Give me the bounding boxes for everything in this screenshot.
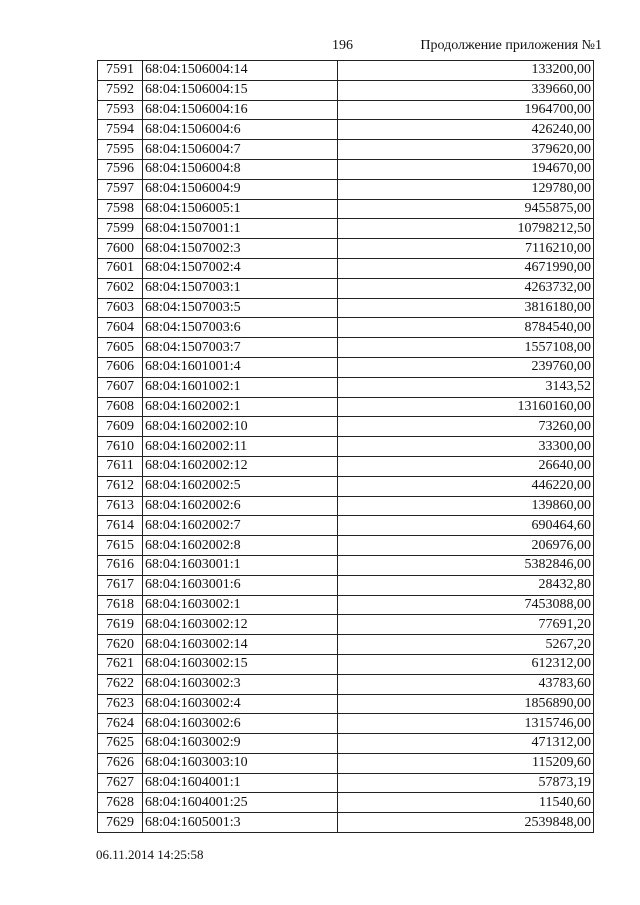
row-number-cell: 7609 <box>98 417 143 437</box>
row-number-cell: 7604 <box>98 318 143 338</box>
cadastral-number-cell: 68:04:1605001:3 <box>143 813 338 833</box>
table-row <box>98 476 594 496</box>
row-number-cell: 7607 <box>98 377 143 397</box>
cadastral-number-cell: 68:04:1604001:25 <box>143 793 338 813</box>
table-row <box>98 338 594 358</box>
cadastral-value-cell: 206976,00 <box>338 536 594 556</box>
cadastral-value-cell: 33300,00 <box>338 437 594 457</box>
table-row <box>98 239 594 259</box>
cadastral-value-cell: 10798212,50 <box>338 219 594 239</box>
cadastral-number-cell: 68:04:1601002:1 <box>143 377 338 397</box>
table-row <box>98 575 594 595</box>
row-number-cell: 7614 <box>98 516 143 536</box>
row-number-cell: 7605 <box>98 338 143 358</box>
table-row <box>98 258 594 278</box>
row-number-cell: 7601 <box>98 258 143 278</box>
table-row <box>98 615 594 635</box>
cadastral-value-cell: 73260,00 <box>338 417 594 437</box>
cadastral-value-cell: 194670,00 <box>338 159 594 179</box>
cadastral-number-cell: 68:04:1603002:14 <box>143 635 338 655</box>
table-row <box>98 595 594 615</box>
row-number-cell: 7627 <box>98 773 143 793</box>
cadastral-value-cell: 3816180,00 <box>338 298 594 318</box>
cadastral-value-cell: 115209,60 <box>338 753 594 773</box>
table-row <box>98 654 594 674</box>
cadastral-value-cell: 11540,60 <box>338 793 594 813</box>
table-row <box>98 278 594 298</box>
table-row <box>98 555 594 575</box>
cadastral-value-cell: 9455875,00 <box>338 199 594 219</box>
cadastral-number-cell: 68:04:1604001:1 <box>143 773 338 793</box>
cadastral-number-cell: 68:04:1602002:6 <box>143 496 338 516</box>
row-number-cell: 7625 <box>98 734 143 754</box>
cadastral-number-cell: 68:04:1506004:7 <box>143 140 338 160</box>
cadastral-number-cell: 68:04:1603002:3 <box>143 674 338 694</box>
row-number-cell: 7594 <box>98 120 143 140</box>
cadastral-number-cell: 68:04:1603002:12 <box>143 615 338 635</box>
row-number-cell: 7599 <box>98 219 143 239</box>
table-row <box>98 635 594 655</box>
table-row <box>98 61 594 81</box>
table-row <box>98 793 594 813</box>
cadastral-value-cell: 5382846,00 <box>338 555 594 575</box>
row-number-cell: 7613 <box>98 496 143 516</box>
row-number-cell: 7610 <box>98 437 143 457</box>
cadastral-value-cell: 471312,00 <box>338 734 594 754</box>
row-number-cell: 7597 <box>98 179 143 199</box>
table-row <box>98 714 594 734</box>
row-number-cell: 7621 <box>98 654 143 674</box>
cadastral-number-cell: 68:04:1603003:10 <box>143 753 338 773</box>
table-row <box>98 120 594 140</box>
table-row <box>98 694 594 714</box>
row-number-cell: 7596 <box>98 159 143 179</box>
table-row <box>98 674 594 694</box>
cadastral-number-cell: 68:04:1603001:1 <box>143 555 338 575</box>
cadastral-value-cell: 57873,19 <box>338 773 594 793</box>
table-row <box>98 456 594 476</box>
table-row <box>98 318 594 338</box>
row-number-cell: 7617 <box>98 575 143 595</box>
print-timestamp: 06.11.2014 14:25:58 <box>96 847 204 862</box>
cadastral-value-cell: 446220,00 <box>338 476 594 496</box>
table-row <box>98 179 594 199</box>
cadastral-number-cell: 68:04:1602002:7 <box>143 516 338 536</box>
cadastral-value-table <box>97 60 594 833</box>
row-number-cell: 7592 <box>98 80 143 100</box>
cadastral-value-cell: 133200,00 <box>338 61 594 81</box>
cadastral-number-cell: 68:04:1602002:11 <box>143 437 338 457</box>
page-number: 196 <box>332 38 353 53</box>
cadastral-number-cell: 68:04:1603002:6 <box>143 714 338 734</box>
cadastral-value-cell: 2539848,00 <box>338 813 594 833</box>
table-row <box>98 357 594 377</box>
row-number-cell: 7619 <box>98 615 143 635</box>
row-number-cell: 7624 <box>98 714 143 734</box>
cadastral-number-cell: 68:04:1506004:16 <box>143 100 338 120</box>
table-row <box>98 140 594 160</box>
cadastral-number-cell: 68:04:1602002:8 <box>143 536 338 556</box>
continuation-label: Продолжение приложения №1 <box>420 38 602 53</box>
cadastral-number-cell: 68:04:1602002:5 <box>143 476 338 496</box>
table-row <box>98 773 594 793</box>
cadastral-number-cell: 68:04:1507002:3 <box>143 239 338 259</box>
row-number-cell: 7602 <box>98 278 143 298</box>
table-body <box>98 61 594 833</box>
table-row <box>98 536 594 556</box>
table-row <box>98 199 594 219</box>
cadastral-value-cell: 5267,20 <box>338 635 594 655</box>
row-number-cell: 7603 <box>98 298 143 318</box>
cadastral-value-cell: 13160160,00 <box>338 397 594 417</box>
row-number-cell: 7598 <box>98 199 143 219</box>
cadastral-number-cell: 68:04:1506004:6 <box>143 120 338 140</box>
cadastral-number-cell: 68:04:1507003:5 <box>143 298 338 318</box>
cadastral-number-cell: 68:04:1602002:10 <box>143 417 338 437</box>
table-row <box>98 753 594 773</box>
row-number-cell: 7628 <box>98 793 143 813</box>
cadastral-number-cell: 68:04:1507003:7 <box>143 338 338 358</box>
cadastral-value-cell: 7453088,00 <box>338 595 594 615</box>
table-row <box>98 397 594 417</box>
row-number-cell: 7611 <box>98 456 143 476</box>
row-number-cell: 7595 <box>98 140 143 160</box>
cadastral-number-cell: 68:04:1603002:1 <box>143 595 338 615</box>
table-row <box>98 813 594 833</box>
table-row <box>98 734 594 754</box>
table-row <box>98 159 594 179</box>
cadastral-value-cell: 1856890,00 <box>338 694 594 714</box>
cadastral-number-cell: 68:04:1507003:6 <box>143 318 338 338</box>
cadastral-value-cell: 1557108,00 <box>338 338 594 358</box>
cadastral-number-cell: 68:04:1601001:4 <box>143 357 338 377</box>
table-row <box>98 496 594 516</box>
cadastral-value-cell: 1315746,00 <box>338 714 594 734</box>
cadastral-value-cell: 3143,52 <box>338 377 594 397</box>
cadastral-value-cell: 426240,00 <box>338 120 594 140</box>
cadastral-number-cell: 68:04:1603002:9 <box>143 734 338 754</box>
row-number-cell: 7591 <box>98 61 143 81</box>
table-row <box>98 437 594 457</box>
cadastral-number-cell: 68:04:1603002:15 <box>143 654 338 674</box>
cadastral-value-cell: 139860,00 <box>338 496 594 516</box>
cadastral-value-cell: 1964700,00 <box>338 100 594 120</box>
row-number-cell: 7629 <box>98 813 143 833</box>
cadastral-value-cell: 28432,80 <box>338 575 594 595</box>
cadastral-number-cell: 68:04:1507003:1 <box>143 278 338 298</box>
cadastral-number-cell: 68:04:1603002:4 <box>143 694 338 714</box>
cadastral-number-cell: 68:04:1602002:12 <box>143 456 338 476</box>
table-row <box>98 100 594 120</box>
cadastral-value-cell: 339660,00 <box>338 80 594 100</box>
cadastral-value-cell: 7116210,00 <box>338 239 594 259</box>
cadastral-value-cell: 379620,00 <box>338 140 594 160</box>
table-row <box>98 80 594 100</box>
row-number-cell: 7600 <box>98 239 143 259</box>
row-number-cell: 7618 <box>98 595 143 615</box>
row-number-cell: 7606 <box>98 357 143 377</box>
row-number-cell: 7612 <box>98 476 143 496</box>
row-number-cell: 7593 <box>98 100 143 120</box>
cadastral-number-cell: 68:04:1506004:9 <box>143 179 338 199</box>
cadastral-number-cell: 68:04:1506004:15 <box>143 80 338 100</box>
row-number-cell: 7608 <box>98 397 143 417</box>
cadastral-value-cell: 43783,60 <box>338 674 594 694</box>
cadastral-value-cell: 26640,00 <box>338 456 594 476</box>
row-number-cell: 7615 <box>98 536 143 556</box>
cadastral-value-cell: 8784540,00 <box>338 318 594 338</box>
cadastral-number-cell: 68:04:1506005:1 <box>143 199 338 219</box>
table-row <box>98 219 594 239</box>
table-row <box>98 417 594 437</box>
row-number-cell: 7616 <box>98 555 143 575</box>
cadastral-value-cell: 239760,00 <box>338 357 594 377</box>
cadastral-value-cell: 77691,20 <box>338 615 594 635</box>
cadastral-number-cell: 68:04:1507001:1 <box>143 219 338 239</box>
row-number-cell: 7620 <box>98 635 143 655</box>
table-row <box>98 377 594 397</box>
cadastral-number-cell: 68:04:1506004:8 <box>143 159 338 179</box>
cadastral-value-cell: 4671990,00 <box>338 258 594 278</box>
row-number-cell: 7626 <box>98 753 143 773</box>
cadastral-value-cell: 4263732,00 <box>338 278 594 298</box>
cadastral-value-cell: 612312,00 <box>338 654 594 674</box>
cadastral-number-cell: 68:04:1507002:4 <box>143 258 338 278</box>
cadastral-number-cell: 68:04:1603001:6 <box>143 575 338 595</box>
cadastral-value-cell: 129780,00 <box>338 179 594 199</box>
row-number-cell: 7622 <box>98 674 143 694</box>
table-row <box>98 516 594 536</box>
cadastral-number-cell: 68:04:1602002:1 <box>143 397 338 417</box>
cadastral-number-cell: 68:04:1506004:14 <box>143 61 338 81</box>
cadastral-value-cell: 690464,60 <box>338 516 594 536</box>
row-number-cell: 7623 <box>98 694 143 714</box>
table-row <box>98 298 594 318</box>
